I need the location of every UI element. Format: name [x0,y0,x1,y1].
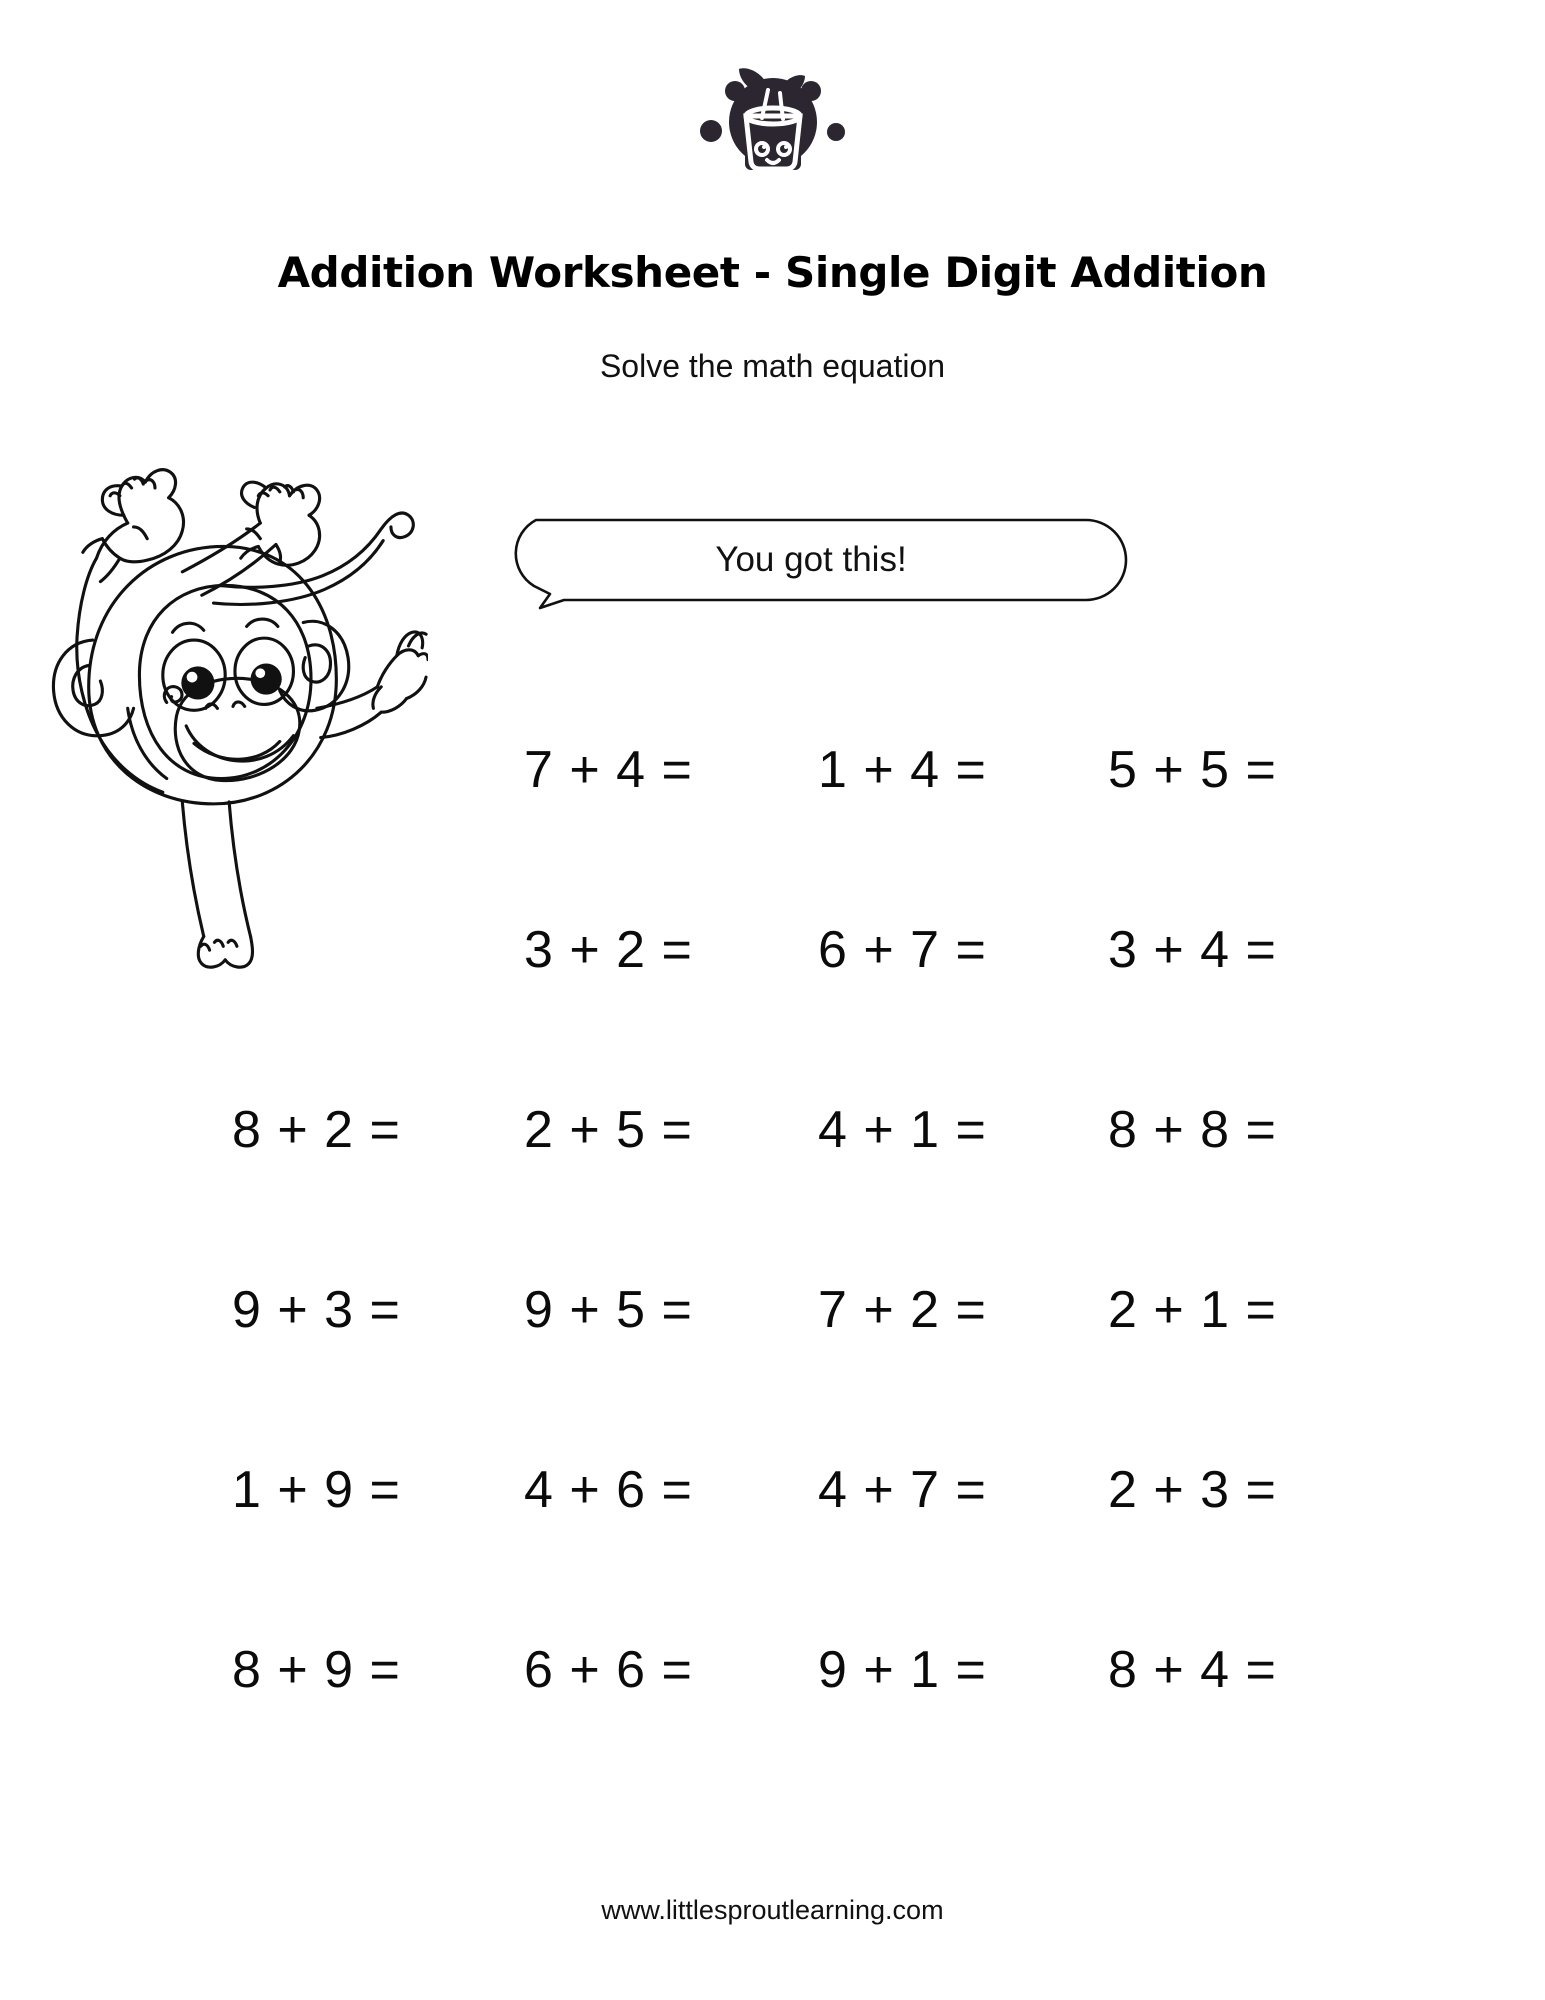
equation-2-2: 4 + 1 = [818,1101,987,1159]
equation-row [0,880,1545,1060]
equation-4-0: 1 + 9 = [232,1461,401,1519]
equation-row [0,1060,1545,1240]
equation-3-2: 7 + 2 = [818,1281,987,1339]
equation-3-0: 9 + 3 = [232,1281,401,1339]
equation-2-0: 8 + 2 = [232,1101,401,1159]
encouragement-text: You got this! [715,540,907,579]
equations-grid [0,700,1545,1780]
equation-2-1: 2 + 5 = [524,1101,693,1159]
brand-logo [0,50,1545,170]
equation-5-0: 8 + 9 = [232,1641,401,1699]
equation-0-0: 7 + 4 = [524,741,693,799]
equation-0-2: 5 + 5 = [1108,741,1277,799]
equation-1-1: 6 + 7 = [818,921,987,979]
equation-row [0,1600,1545,1780]
equation-0-1: 1 + 4 = [818,741,987,799]
encouragement-speech-bubble [494,518,1128,610]
sprout-in-pot-logo-icon [689,50,857,170]
equation-5-2: 9 + 1 = [818,1641,987,1699]
equation-row [0,700,1545,880]
equation-1-2: 3 + 4 = [1108,921,1277,979]
equation-5-3: 8 + 4 = [1108,1641,1277,1699]
equation-2-3: 8 + 8 = [1108,1101,1277,1159]
page-subtitle: Solve the math equation [599,348,946,384]
equation-row [0,1420,1545,1600]
equation-1-0: 3 + 2 = [524,921,693,979]
equation-4-3: 2 + 3 = [1108,1461,1277,1519]
equation-5-1: 6 + 6 = [524,1641,693,1699]
equation-3-3: 2 + 1 = [1108,1281,1277,1339]
equation-3-1: 9 + 5 = [524,1281,693,1339]
footer-website: www.littlesproutlearning.com [601,1895,944,1925]
equation-4-1: 4 + 6 = [524,1461,693,1519]
equation-row [0,1240,1545,1420]
page-title: Addition Worksheet - Single Digit Addition [277,248,1268,297]
equation-4-2: 4 + 7 = [818,1461,987,1519]
